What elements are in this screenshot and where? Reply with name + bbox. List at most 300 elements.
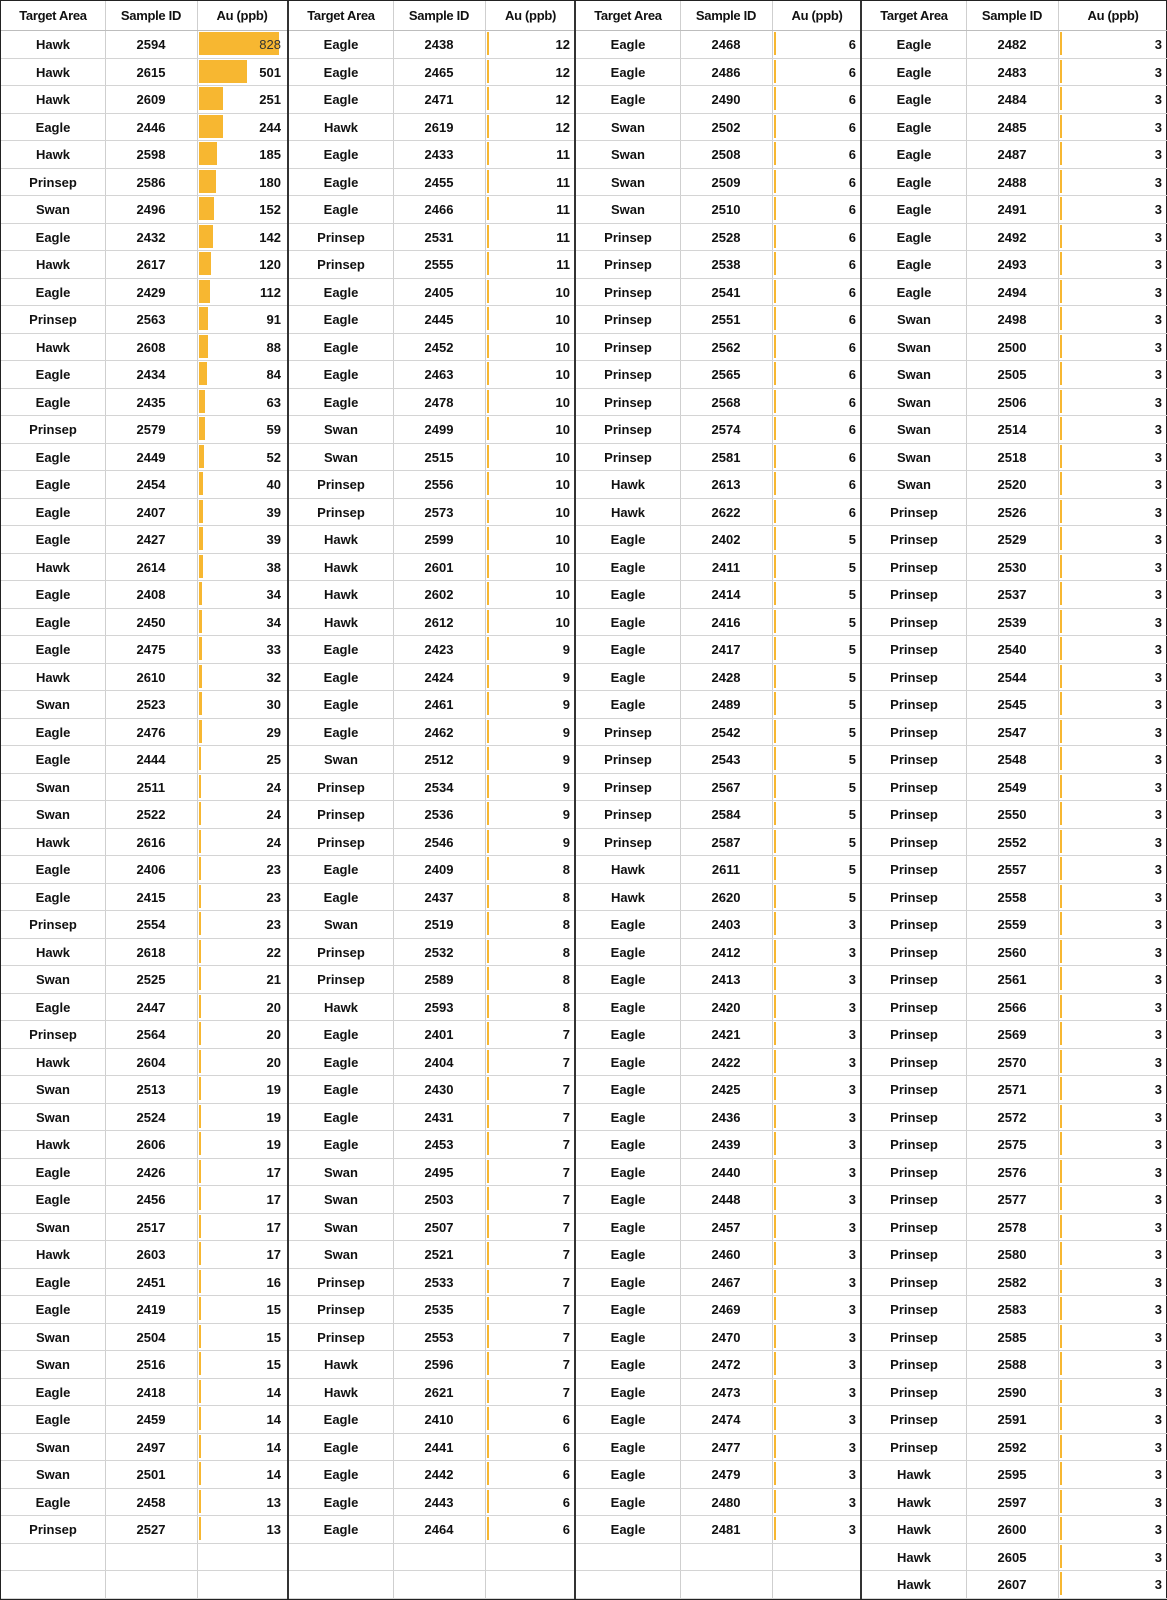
target-area-cell: Eagle xyxy=(610,559,646,575)
table-row xyxy=(576,1433,862,1462)
sample-id-cell: 2494 xyxy=(997,284,1027,300)
table-block-3 xyxy=(574,1,862,1599)
table-row xyxy=(1,443,287,472)
target-area-cell: Eagle xyxy=(610,1219,646,1235)
sample-id-cell: 2407 xyxy=(136,504,166,520)
target-area-cell: Eagle xyxy=(896,147,932,162)
table-row xyxy=(576,333,862,362)
table-row xyxy=(289,745,576,774)
table-row xyxy=(289,993,576,1022)
target-area-cell: Eagle xyxy=(610,1522,646,1537)
table-row xyxy=(576,498,862,527)
target-area-cell: Swan xyxy=(324,1192,358,1207)
target-area-cell: Swan xyxy=(324,1247,358,1262)
table-row xyxy=(289,1570,576,1599)
au-value-cell: 3 xyxy=(848,1137,856,1152)
target-area-cell: Eagle xyxy=(610,1329,646,1345)
table-row xyxy=(576,1158,862,1187)
target-area-cell: Eagle xyxy=(610,1164,646,1180)
table-row xyxy=(289,1488,576,1517)
table-row xyxy=(289,1268,576,1297)
table-row xyxy=(862,360,1167,389)
table-row xyxy=(576,938,862,967)
table-row xyxy=(289,1075,576,1104)
table-row xyxy=(862,278,1167,307)
au-value-cell: 185 xyxy=(259,147,281,162)
table-row xyxy=(862,1130,1167,1159)
target-area-cell: Eagle xyxy=(323,64,359,80)
target-area-cell: Prinsep xyxy=(890,862,938,877)
sample-id-cell: 2510 xyxy=(711,202,741,217)
table-row xyxy=(1,828,287,857)
au-value-cell: 19 xyxy=(266,1082,281,1097)
sample-id-cell: 2401 xyxy=(424,1027,454,1042)
au-value-cell: 23 xyxy=(266,889,281,905)
sample-id-cell: 2610 xyxy=(136,669,166,685)
au-value-cell: 11 xyxy=(556,174,570,190)
sample-id-cell: 2580 xyxy=(997,1247,1027,1262)
au-value-cell: 10 xyxy=(555,587,570,602)
target-area-cell: Eagle xyxy=(896,92,932,107)
sample-id-cell: 2431 xyxy=(424,1109,454,1125)
sample-id-cell: 2461 xyxy=(424,697,454,712)
target-area-cell: Swan xyxy=(324,1219,358,1235)
sample-id-cell: 2471 xyxy=(424,92,454,107)
header-target-area: Target Area xyxy=(19,8,87,23)
table-row xyxy=(862,443,1167,472)
au-value-cell: 9 xyxy=(562,834,570,850)
sample-id-cell: 2497 xyxy=(136,1439,166,1455)
sample-id-cell: 2565 xyxy=(711,367,741,382)
table-row xyxy=(289,140,576,169)
au-value-cell: 6 xyxy=(848,229,856,245)
target-area-cell: Prinsep xyxy=(890,559,938,575)
table-row xyxy=(576,1295,862,1324)
au-value-cell: 3 xyxy=(1154,64,1162,80)
target-area-cell: Eagle xyxy=(323,669,359,685)
sample-id-cell: 2531 xyxy=(424,229,454,245)
au-value-cell: 3 xyxy=(1154,37,1162,52)
sample-id-cell: 2495 xyxy=(424,1164,454,1180)
au-value-cell: 3 xyxy=(848,1439,856,1455)
au-value-cell: 20 xyxy=(266,1054,281,1070)
sample-id-cell: 2505 xyxy=(997,367,1027,382)
table-row xyxy=(289,828,576,857)
target-area-cell: Prinsep xyxy=(29,1027,77,1042)
sample-id-cell: 2453 xyxy=(424,1137,454,1152)
table-row xyxy=(576,223,862,252)
sample-id-cell: 2552 xyxy=(997,834,1027,850)
au-value-cell: 6 xyxy=(848,422,856,437)
au-value-cell: 7 xyxy=(562,1219,570,1235)
au-value-cell: 11 xyxy=(556,257,570,272)
target-area-cell: Eagle xyxy=(35,449,71,465)
target-area-cell: Prinsep xyxy=(890,1027,938,1042)
sample-id-cell: 2528 xyxy=(711,229,741,245)
target-area-cell: Eagle xyxy=(323,1522,359,1537)
sample-id-cell: 2440 xyxy=(711,1164,741,1180)
table-row xyxy=(862,1488,1167,1517)
target-area-cell: Eagle xyxy=(35,999,71,1015)
sample-id-cell: 2616 xyxy=(136,834,166,850)
au-value-cell: 3 xyxy=(848,999,856,1015)
header-au-ppb: Au (ppb) xyxy=(216,8,268,23)
table-row xyxy=(289,1460,576,1489)
target-area-cell: Swan xyxy=(897,422,931,437)
table-row xyxy=(862,140,1167,169)
target-area-cell: Prinsep xyxy=(317,1329,365,1345)
target-area-cell: Hawk xyxy=(324,532,358,547)
target-area-cell: Eagle xyxy=(35,367,71,382)
target-area-cell: Eagle xyxy=(323,1467,359,1482)
sample-id-cell: 2442 xyxy=(424,1467,454,1482)
sample-id-cell: 2581 xyxy=(711,449,741,465)
au-value-cell: 9 xyxy=(562,642,570,657)
au-value-cell: 6 xyxy=(848,119,856,135)
sample-id-cell: 2562 xyxy=(711,339,741,355)
sample-id-cell: 2456 xyxy=(136,1192,166,1207)
sample-id-cell: 2464 xyxy=(424,1522,454,1537)
sample-id-cell: 2421 xyxy=(711,1027,741,1042)
target-area-cell: Hawk xyxy=(324,559,358,575)
au-value-cell: 5 xyxy=(848,724,856,740)
au-value-cell: 3 xyxy=(1154,587,1162,602)
sample-id-cell: 2537 xyxy=(997,587,1027,602)
au-value-cell: 5 xyxy=(848,834,856,850)
target-area-cell: Hawk xyxy=(36,147,70,162)
au-value-cell: 3 xyxy=(1154,174,1162,190)
target-area-cell: Eagle xyxy=(323,339,359,355)
target-area-cell: Hawk xyxy=(36,92,70,107)
au-value-cell: 3 xyxy=(1154,284,1162,300)
sample-id-cell: 2575 xyxy=(997,1137,1027,1152)
table-row xyxy=(1,525,287,554)
table-row xyxy=(289,883,576,912)
target-area-cell: Eagle xyxy=(896,119,932,135)
sample-id-cell: 2449 xyxy=(136,449,166,465)
sample-id-cell: 2527 xyxy=(136,1522,166,1537)
table-row xyxy=(1,1185,287,1214)
target-area-cell: Prinsep xyxy=(890,834,938,850)
au-value-cell: 38 xyxy=(266,559,281,575)
table-row xyxy=(1,608,287,637)
sample-id-cell: 2498 xyxy=(997,312,1027,327)
table-row xyxy=(576,140,862,169)
au-value-cell: 10 xyxy=(555,449,570,465)
au-value-cell: 5 xyxy=(848,752,856,767)
au-value-cell: 10 xyxy=(555,532,570,547)
au-value-cell: 10 xyxy=(555,559,570,575)
sample-id-cell: 2521 xyxy=(424,1247,454,1262)
sample-id-cell: 2428 xyxy=(711,669,741,685)
au-value-cell: 3 xyxy=(1154,229,1162,245)
sample-id-cell: 2583 xyxy=(997,1302,1027,1317)
sample-id-cell: 2601 xyxy=(424,559,454,575)
sample-id-cell: 2489 xyxy=(711,697,741,712)
target-area-cell: Eagle xyxy=(35,889,71,905)
target-area-cell: Prinsep xyxy=(890,1137,938,1152)
au-value-cell: 15 xyxy=(266,1357,281,1372)
au-value-cell: 3 xyxy=(1154,1082,1162,1097)
au-value-cell: 6 xyxy=(848,147,856,162)
target-area-cell: Eagle xyxy=(323,1137,359,1152)
sample-id-cell: 2606 xyxy=(136,1137,166,1152)
sample-id-cell: 2602 xyxy=(424,587,454,602)
table-row xyxy=(289,1515,576,1544)
au-value-cell: 828 xyxy=(259,37,281,52)
sample-id-cell: 2439 xyxy=(711,1137,741,1152)
table-row xyxy=(576,525,862,554)
sample-id-cell: 2551 xyxy=(711,312,741,327)
table-row xyxy=(1,85,287,114)
au-value-cell: 3 xyxy=(1154,1384,1162,1400)
table-row xyxy=(1,690,287,719)
au-value-cell: 34 xyxy=(266,587,281,602)
au-value-cell: 11 xyxy=(556,202,570,217)
target-area-cell: Eagle xyxy=(35,614,71,630)
sample-id-cell: 2589 xyxy=(424,972,454,987)
au-value-cell: 14 xyxy=(266,1384,281,1400)
table-row xyxy=(862,470,1167,499)
au-value-cell: 19 xyxy=(266,1137,281,1152)
table-row xyxy=(576,250,862,279)
sample-id-cell: 2529 xyxy=(997,532,1027,547)
table-row xyxy=(289,1213,576,1242)
sample-id-cell: 2520 xyxy=(997,477,1027,492)
sample-id-cell: 2563 xyxy=(136,312,166,327)
sample-id-cell: 2478 xyxy=(424,394,454,410)
table-row xyxy=(576,1570,862,1599)
sample-id-cell: 2482 xyxy=(997,37,1027,52)
target-area-cell: Swan xyxy=(897,367,931,382)
au-value-cell: 251 xyxy=(259,92,281,107)
sample-id-cell: 2469 xyxy=(711,1302,741,1317)
sample-id-cell: 2485 xyxy=(997,119,1027,135)
target-area-cell: Hawk xyxy=(36,339,70,355)
sample-id-cell: 2525 xyxy=(136,972,166,987)
sample-id-cell: 2519 xyxy=(424,917,454,932)
target-area-cell: Eagle xyxy=(323,174,359,190)
au-value-cell: 21 xyxy=(266,972,281,987)
au-value-cell: 3 xyxy=(1154,807,1162,822)
au-value-cell: 6 xyxy=(848,394,856,410)
target-area-cell: Prinsep xyxy=(604,834,652,850)
table-row xyxy=(576,855,862,884)
au-value-cell: 3 xyxy=(1154,697,1162,712)
au-value-cell: 33 xyxy=(266,642,281,657)
target-area-cell: Eagle xyxy=(35,284,71,300)
au-value-cell: 120 xyxy=(259,257,281,272)
target-area-cell: Eagle xyxy=(610,1274,646,1290)
sample-id-cell: 2544 xyxy=(997,669,1027,685)
au-value-cell: 40 xyxy=(266,477,281,492)
au-value-cell: 6 xyxy=(848,312,856,327)
au-value-cell: 3 xyxy=(848,1522,856,1537)
target-area-cell: Prinsep xyxy=(604,422,652,437)
au-value-cell: 6 xyxy=(562,1439,570,1455)
target-area-cell: Prinsep xyxy=(317,1274,365,1290)
au-value-cell: 39 xyxy=(266,532,281,547)
au-value-cell: 5 xyxy=(848,889,856,905)
au-value-cell: 52 xyxy=(266,449,281,465)
table-row xyxy=(289,1543,576,1572)
table-row xyxy=(576,1460,862,1489)
sample-id-cell: 2596 xyxy=(424,1357,454,1372)
target-area-cell: Prinsep xyxy=(890,504,938,520)
sample-id-cell: 2608 xyxy=(136,339,166,355)
table-row xyxy=(576,1213,862,1242)
sample-id-cell: 2573 xyxy=(424,504,454,520)
sample-id-cell: 2543 xyxy=(711,752,741,767)
au-value-cell: 3 xyxy=(1154,1192,1162,1207)
sample-id-cell: 2511 xyxy=(136,779,166,795)
au-value-cell: 3 xyxy=(848,1027,856,1042)
table-row xyxy=(1,635,287,664)
table-row xyxy=(576,910,862,939)
target-area-cell: Swan xyxy=(324,752,358,767)
table-row xyxy=(1,498,287,527)
table-row xyxy=(576,828,862,857)
target-area-cell: Eagle xyxy=(323,1109,359,1125)
target-area-cell: Prinsep xyxy=(29,1522,77,1537)
table-row xyxy=(576,305,862,334)
target-area-cell: Hawk xyxy=(611,889,645,905)
au-value-cell: 3 xyxy=(1154,889,1162,905)
sample-id-cell: 2535 xyxy=(424,1302,454,1317)
table-row xyxy=(289,1323,576,1352)
target-area-cell: Eagle xyxy=(896,257,932,272)
au-value-cell: 5 xyxy=(848,807,856,822)
au-value-cell: 6 xyxy=(848,257,856,272)
sample-id-cell: 2515 xyxy=(424,449,454,465)
table-row xyxy=(289,855,576,884)
table-row xyxy=(576,1240,862,1269)
target-area-cell: Swan xyxy=(324,917,358,932)
target-area-cell: Eagle xyxy=(610,917,646,932)
au-value-cell: 3 xyxy=(848,1164,856,1180)
sample-id-cell: 2465 xyxy=(424,64,454,80)
au-value-cell: 3 xyxy=(1154,834,1162,850)
target-area-cell: Eagle xyxy=(323,37,359,52)
sample-id-cell: 2539 xyxy=(997,614,1027,630)
sample-id-cell: 2524 xyxy=(136,1109,166,1125)
sample-id-cell: 2500 xyxy=(997,339,1027,355)
au-value-cell: 8 xyxy=(562,889,570,905)
target-area-cell: Prinsep xyxy=(317,944,365,960)
target-area-cell: Prinsep xyxy=(890,532,938,547)
table-row xyxy=(862,525,1167,554)
table-row xyxy=(862,1543,1167,1572)
au-value-cell: 3 xyxy=(848,1467,856,1482)
au-value-cell: 7 xyxy=(562,1357,570,1372)
au-value-cell: 9 xyxy=(562,779,570,795)
table-row xyxy=(576,113,862,142)
au-value-cell: 3 xyxy=(848,1357,856,1372)
table-row xyxy=(862,1048,1167,1077)
au-value-cell: 3 xyxy=(1154,202,1162,217)
table-row xyxy=(289,1405,576,1434)
au-value-cell: 3 xyxy=(1154,1577,1162,1592)
au-value-cell: 10 xyxy=(555,394,570,410)
table-row xyxy=(289,580,576,609)
sample-id-cell: 2503 xyxy=(424,1192,454,1207)
au-value-cell: 244 xyxy=(259,119,281,135)
target-area-cell: Eagle xyxy=(610,1467,646,1482)
target-area-cell: Prinsep xyxy=(317,257,365,272)
sample-id-cell: 2590 xyxy=(997,1384,1027,1400)
sample-id-cell: 2435 xyxy=(136,394,166,410)
table-row xyxy=(862,855,1167,884)
table-row xyxy=(1,1488,287,1517)
au-value-cell: 3 xyxy=(1154,92,1162,107)
au-value-cell: 6 xyxy=(562,1467,570,1482)
sample-id-cell: 2609 xyxy=(136,92,166,107)
table-row xyxy=(289,388,576,417)
sample-id-cell: 2448 xyxy=(711,1192,741,1207)
au-value-cell: 3 xyxy=(848,1109,856,1125)
table-row xyxy=(576,608,862,637)
au-value-cell: 3 xyxy=(848,1192,856,1207)
sample-id-cell: 2423 xyxy=(424,642,454,657)
au-value-cell: 3 xyxy=(1154,1494,1162,1510)
au-value-cell: 9 xyxy=(562,697,570,712)
table-row xyxy=(289,1103,576,1132)
au-value-cell: 12 xyxy=(555,64,570,80)
au-value-cell: 3 xyxy=(848,1412,856,1427)
table-row xyxy=(576,30,862,59)
sample-id-cell: 2414 xyxy=(711,587,741,602)
sample-id-cell: 2467 xyxy=(711,1274,741,1290)
au-value-cell: 112 xyxy=(260,284,281,300)
sample-id-cell: 2571 xyxy=(997,1082,1027,1097)
table-row xyxy=(862,1185,1167,1214)
table-row xyxy=(862,415,1167,444)
target-area-cell: Swan xyxy=(897,394,931,410)
table-row xyxy=(289,85,576,114)
au-value-cell: 39 xyxy=(266,504,281,520)
au-value-cell: 6 xyxy=(562,1522,570,1537)
sample-id-cell: 2612 xyxy=(424,614,454,630)
table-row xyxy=(576,360,862,389)
table-row xyxy=(289,195,576,224)
sample-id-cell: 2477 xyxy=(711,1439,741,1455)
target-area-cell: Hawk xyxy=(897,1577,931,1592)
sample-id-cell: 2447 xyxy=(136,999,166,1015)
table-row xyxy=(862,333,1167,362)
au-value-cell: 9 xyxy=(562,724,570,740)
au-value-cell: 5 xyxy=(848,779,856,795)
table-row xyxy=(862,113,1167,142)
target-area-cell: Hawk xyxy=(36,37,70,52)
sample-id-cell: 2466 xyxy=(424,202,454,217)
sample-id-cell: 2434 xyxy=(136,367,166,382)
table-row xyxy=(862,965,1167,994)
table-row xyxy=(576,1075,862,1104)
sample-id-cell: 2593 xyxy=(424,999,454,1015)
target-area-cell: Prinsep xyxy=(317,779,365,795)
sample-id-cell: 2560 xyxy=(997,944,1027,960)
target-area-cell: Eagle xyxy=(896,229,932,245)
table-row xyxy=(289,30,576,59)
target-area-cell: Prinsep xyxy=(890,1412,938,1427)
target-area-cell: Eagle xyxy=(323,724,359,740)
table-row xyxy=(1,333,287,362)
sample-id-cell: 2458 xyxy=(136,1494,166,1510)
au-value-cell: 84 xyxy=(266,367,281,382)
sample-id-cell: 2484 xyxy=(997,92,1027,107)
table-row xyxy=(1,388,287,417)
au-value-cell: 3 xyxy=(1154,944,1162,960)
